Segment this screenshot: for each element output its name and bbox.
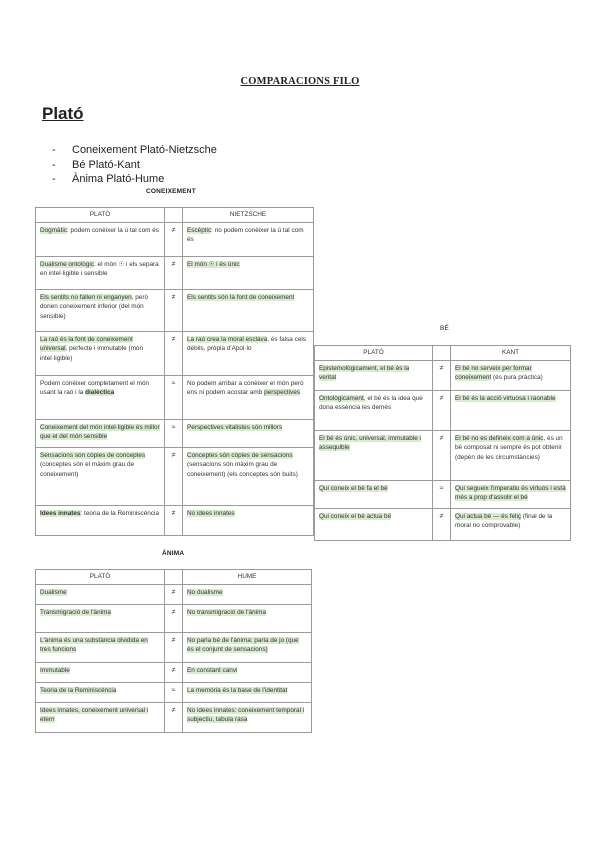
table-cell: Transmigració de l'ànima — [36, 604, 165, 632]
table-cell: Coneixement del món intel·ligible és millor que el del món sensible — [36, 419, 165, 447]
table-cell: Idees innates, coneixement universal i etern — [36, 702, 165, 732]
table-cell: Els sentits són la font de coneixement — [183, 289, 314, 331]
table-cell: Sensacions són còpies de conceptes (conceptes són el màxim grau de coneixement) — [36, 447, 165, 505]
relation-symbol: ≠ — [433, 390, 451, 430]
table-row — [36, 632, 312, 662]
relation-symbol: ≠ — [165, 632, 183, 662]
table-cell: No podem arribar a conèixer el món però ens ni podem acostar amb perspectives — [183, 375, 314, 419]
table-caption-be: BÉ — [440, 325, 450, 332]
list-item: - Bé Plató-Kant — [52, 158, 140, 171]
table-caption-anima: ÀNIMA — [162, 550, 185, 557]
table-row — [36, 419, 314, 447]
relation-symbol: ≠ — [433, 360, 451, 390]
table-row — [36, 331, 314, 375]
section-heading: Plató — [42, 104, 84, 123]
relation-symbol: ≠ — [165, 447, 183, 505]
table-cell: No parla bé de l'ànima: parla de jo (que és el conjunt de sensacions) — [183, 632, 312, 662]
column-header — [165, 208, 183, 223]
table-row — [315, 360, 571, 390]
table-cell: Dualisme ontològic: el món ☉ i els separa en intel·ligible i sensible — [36, 256, 165, 289]
relation-symbol: ≠ — [433, 430, 451, 480]
table-row — [36, 662, 312, 682]
table-row — [36, 604, 312, 632]
relation-symbol: ≠ — [165, 604, 183, 632]
column-header: PLATÓ — [36, 208, 165, 223]
table-cell: Dogmàtic: podem conèixer la ú tal com és — [36, 222, 165, 256]
table-cell: No dualisme — [183, 584, 312, 604]
table-cell: El bé és únic, universal, immutable i assequible — [315, 430, 433, 480]
relation-symbol: ≠ — [165, 584, 183, 604]
topic-label: Bé Plató-Kant — [72, 158, 140, 171]
table-cell: Idees innates: teoria de la Reminiscència — [36, 505, 165, 535]
table-cell: Immutable — [36, 662, 165, 682]
table-row — [36, 289, 314, 331]
table-row — [315, 430, 571, 480]
table-row — [36, 584, 312, 604]
table-cell: La memòria és la base de l'identitat — [183, 682, 312, 702]
column-header: KANT — [451, 346, 571, 361]
table-cell: En constant canvi — [183, 662, 312, 682]
relation-symbol: ≠ — [433, 508, 451, 540]
table-row — [36, 702, 312, 732]
table-cell: El bé és la acció virtuosa i raonable — [451, 390, 571, 430]
table-cell: Dualisme — [36, 584, 165, 604]
table-cell: No transmigració de l'ànima — [183, 604, 312, 632]
table-cell: La raó és la font de coneixement universal, perfecte i immutable (món intel·ligible) — [36, 331, 165, 375]
table-cell: Qui coneix el bé fa el bé — [315, 480, 433, 508]
relation-symbol: ≠ — [165, 222, 183, 256]
column-header — [165, 570, 183, 585]
topic-label: Coneixement Plató-Nietzsche — [72, 144, 217, 156]
table-cell: Perspectives vitalistes són millors — [183, 419, 314, 447]
table-row — [36, 375, 314, 419]
table-cell: Qui segueix l'imperatiu és virtuós i està més a prop d'assolir el bé — [451, 480, 571, 508]
table-cell: Els sentits no fallen ni enganyen, però donen coneixement inferior (del món sensible) — [36, 289, 165, 331]
table-cell: No idees innates — [183, 505, 314, 535]
table-be — [314, 345, 571, 541]
table-cell: Teoria de la Reminiscència — [36, 682, 165, 702]
table-row — [36, 447, 314, 505]
relation-symbol: ≠ — [165, 702, 183, 732]
table-cell: El món ☉ i és únic — [183, 256, 314, 289]
topic-label: Ànima Plató-Hume — [72, 173, 165, 185]
column-header: PLATÓ — [36, 570, 165, 585]
table-cell: Ontològicament, el bé és la idea que dona essència les demés — [315, 390, 433, 430]
document-title: COMPARACIONS FILO — [240, 76, 360, 87]
table-cell: La raó crea la moral esclava, és falsa cels dèbils, pròpia d'Apol·lo — [183, 331, 314, 375]
table-row — [315, 508, 571, 540]
relation-symbol: ≠ — [165, 256, 183, 289]
table-coneixement — [35, 207, 314, 536]
table-row — [36, 256, 314, 289]
column-header: NIETZSCHE — [183, 208, 314, 223]
relation-symbol: ≠ — [165, 505, 183, 535]
relation-symbol: ≠ — [165, 662, 183, 682]
table-row — [315, 390, 571, 430]
relation-symbol: ≈ — [433, 480, 451, 508]
relation-symbol: ≈ — [165, 419, 183, 447]
table-cell: El bé no es defineix com a únic, és un bé composat ni sempre és pot obtenir (depèn de les circumstàncies) — [451, 430, 571, 480]
list-item: - Coneixement Plató-Nietzsche — [52, 144, 217, 156]
table-row — [36, 222, 314, 256]
table-caption-coneixement: CONEIXEMENT — [146, 188, 196, 195]
table-cell: Conceptes són còpies de sensacions (sensacions són màxim grau de coneixement) (els conceptes són buits) — [183, 447, 314, 505]
relation-symbol: ≈ — [165, 375, 183, 419]
table-row — [36, 682, 312, 702]
table-cell: Epistemològicament, el bé és la veritat — [315, 360, 433, 390]
relation-symbol: ≠ — [165, 289, 183, 331]
table-cell: Escèptic: no podem conèixer la ú tal com és — [183, 222, 314, 256]
table-row — [36, 505, 314, 535]
table-cell: Qui actua bé — és feliç (final de la moral no comprovable) — [451, 508, 571, 540]
table-row — [315, 480, 571, 508]
column-header: HUME — [183, 570, 312, 585]
column-header — [433, 346, 451, 361]
table-cell: No idees innates: coneixement temporal i subjectiu, tabula rasa — [183, 702, 312, 732]
topic-list — [52, 143, 217, 187]
list-item: - Ànima Plató-Hume — [52, 173, 165, 185]
table-cell: Qui coneix el bé actua bé — [315, 508, 433, 540]
table-anima — [35, 569, 312, 733]
table-cell: El bé no serveix per formar coneixement (és pura pràctica) — [451, 360, 571, 390]
table-cell: L'ànima és una substància dividida en tres funcions — [36, 632, 165, 662]
column-header: PLATÓ — [315, 346, 433, 361]
relation-symbol: ≈ — [165, 682, 183, 702]
table-cell: Podem conèixer completament el món usant la raó i la dialèctica — [36, 375, 165, 419]
relation-symbol: ≠ — [165, 331, 183, 375]
